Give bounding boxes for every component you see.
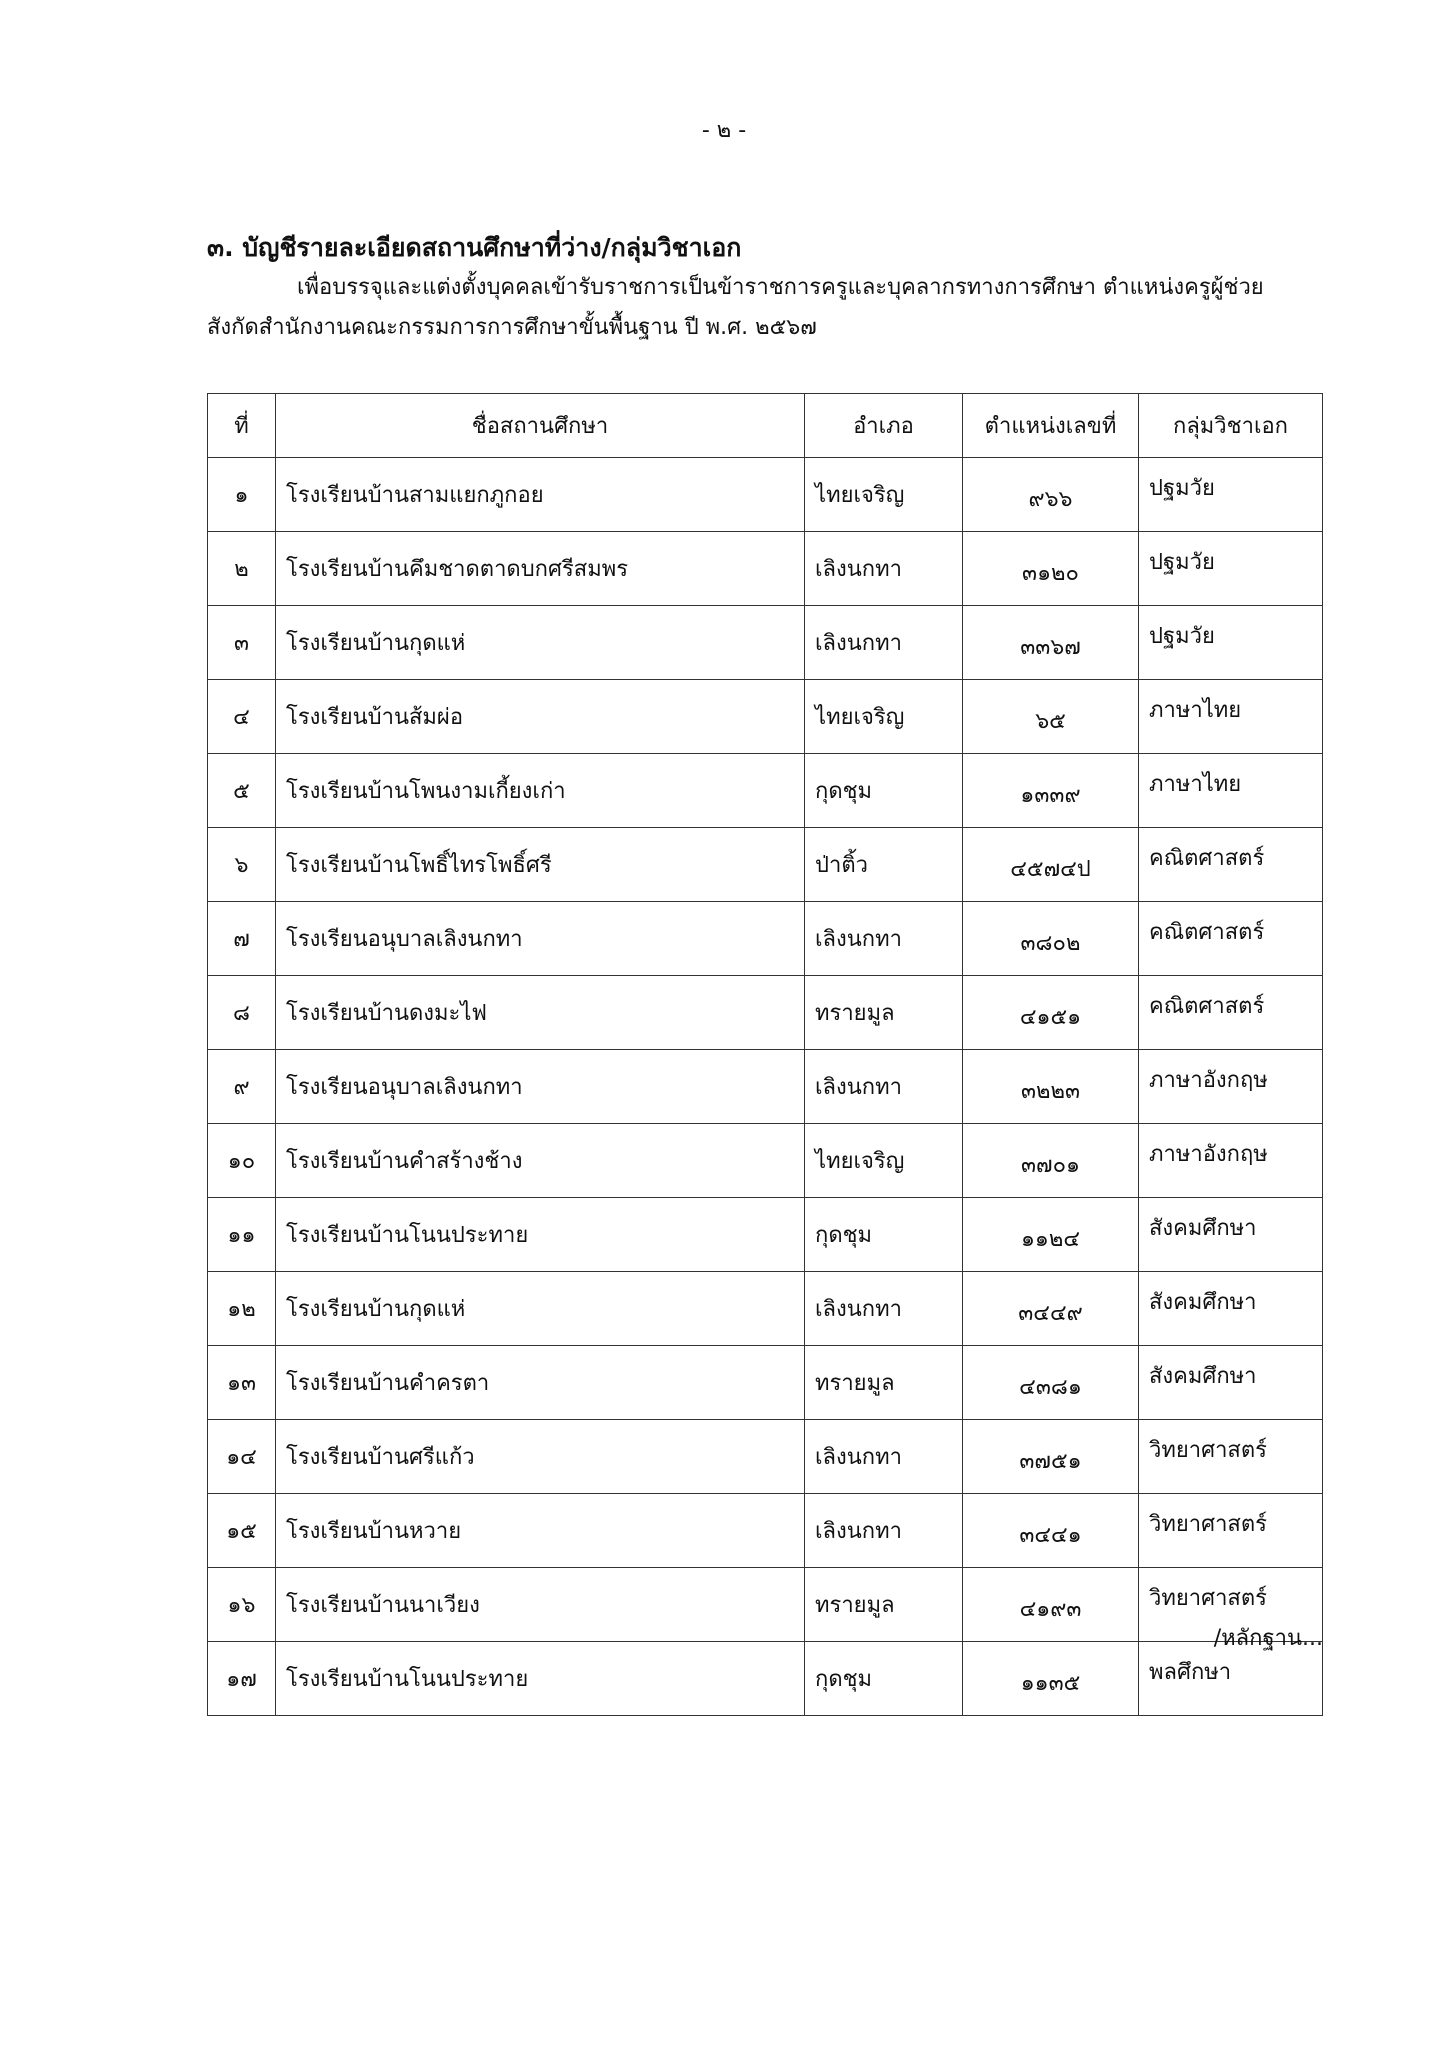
cell-subject: สังคมศึกษา xyxy=(1139,1272,1323,1346)
cell-district: เลิงนกทา xyxy=(805,1272,963,1346)
cell-subject: วิทยาศาสตร์ xyxy=(1139,1568,1323,1642)
cell-school: โรงเรียนบ้านดงมะไฟ xyxy=(276,976,805,1050)
cell-district: ป่าติ้ว xyxy=(805,828,963,902)
continuation-note: /หลักฐาน... xyxy=(1213,1626,1323,1651)
cell-school: โรงเรียนบ้านหวาย xyxy=(276,1494,805,1568)
cell-district: กุดชุม xyxy=(805,1642,963,1716)
table-row xyxy=(208,1272,1323,1346)
header-school: ชื่อสถานศึกษา xyxy=(276,394,805,458)
cell-school: โรงเรียนบ้านคึมชาดตาดบกศรีสมพร xyxy=(276,532,805,606)
table-row xyxy=(208,1494,1323,1568)
table-row xyxy=(208,754,1323,828)
cell-no: ๕ xyxy=(208,754,276,828)
cell-school: โรงเรียนบ้านส้มผ่อ xyxy=(276,680,805,754)
cell-no: ๑๔ xyxy=(208,1420,276,1494)
header-position: ตำแหน่งเลขที่ xyxy=(963,394,1139,458)
header-no: ที่ xyxy=(208,394,276,458)
cell-district: ทรายมูล xyxy=(805,1568,963,1642)
cell-school: โรงเรียนบ้านคำสร้างช้าง xyxy=(276,1124,805,1198)
table-row xyxy=(208,680,1323,754)
cell-school: โรงเรียนบ้านโนนประทาย xyxy=(276,1198,805,1272)
cell-no: ๑๗ xyxy=(208,1642,276,1716)
cell-no: ๑๓ xyxy=(208,1346,276,1420)
cell-no: ๙ xyxy=(208,1050,276,1124)
cell-school: โรงเรียนบ้านโพนงามเกี้ยงเก่า xyxy=(276,754,805,828)
cell-position: ๓๗๕๑ xyxy=(963,1420,1139,1494)
cell-subject: วิทยาศาสตร์ xyxy=(1139,1494,1323,1568)
cell-school: โรงเรียนบ้านโนนประทาย xyxy=(276,1642,805,1716)
cell-subject: สังคมศึกษา xyxy=(1139,1346,1323,1420)
cell-position: ๔๓๘๑ xyxy=(963,1346,1139,1420)
table-row xyxy=(208,976,1323,1050)
cell-no: ๑๒ xyxy=(208,1272,276,1346)
cell-position: ๓๗๐๑ xyxy=(963,1124,1139,1198)
table-row xyxy=(208,1124,1323,1198)
cell-position: ๔๑๕๑ xyxy=(963,976,1139,1050)
cell-position: ๓๒๒๓ xyxy=(963,1050,1139,1124)
cell-subject: สังคมศึกษา xyxy=(1139,1198,1323,1272)
table-row xyxy=(208,1420,1323,1494)
cell-school: โรงเรียนบ้านนาเวียง xyxy=(276,1568,805,1642)
cell-subject: คณิตศาสตร์ xyxy=(1139,902,1323,976)
cell-position: ๙๖๖ xyxy=(963,458,1139,532)
table-body xyxy=(208,458,1323,1716)
cell-school: โรงเรียนบ้านกุดแห่ xyxy=(276,1272,805,1346)
cell-district: กุดชุม xyxy=(805,1198,963,1272)
vacancy-table xyxy=(207,393,1323,1716)
cell-no: ๑๕ xyxy=(208,1494,276,1568)
cell-position: ๔๑๙๓ xyxy=(963,1568,1139,1642)
cell-no: ๗ xyxy=(208,902,276,976)
cell-subject: ปฐมวัย xyxy=(1139,532,1323,606)
cell-district: ทรายมูล xyxy=(805,976,963,1050)
cell-position: ๖๕ xyxy=(963,680,1139,754)
cell-school: โรงเรียนอนุบาลเลิงนกทา xyxy=(276,902,805,976)
cell-district: ไทยเจริญ xyxy=(805,680,963,754)
cell-district: ทรายมูล xyxy=(805,1346,963,1420)
cell-district: เลิงนกทา xyxy=(805,1420,963,1494)
cell-school: โรงเรียนอนุบาลเลิงนกทา xyxy=(276,1050,805,1124)
cell-no: ๑๖ xyxy=(208,1568,276,1642)
cell-subject: ปฐมวัย xyxy=(1139,606,1323,680)
cell-subject: วิทยาศาสตร์ xyxy=(1139,1420,1323,1494)
cell-no: ๑ xyxy=(208,458,276,532)
cell-school: โรงเรียนบ้านกุดแห่ xyxy=(276,606,805,680)
page-number: - ๒ - xyxy=(701,118,747,143)
cell-district: กุดชุม xyxy=(805,754,963,828)
cell-district: เลิงนกทา xyxy=(805,606,963,680)
table-row xyxy=(208,1642,1323,1716)
cell-subject: คณิตศาสตร์ xyxy=(1139,828,1323,902)
cell-position: ๑๑๓๕ xyxy=(963,1642,1139,1716)
cell-position: ๑๓๓๙ xyxy=(963,754,1139,828)
cell-position: ๑๑๒๔ xyxy=(963,1198,1139,1272)
cell-district: ไทยเจริญ xyxy=(805,1124,963,1198)
cell-subject: พลศึกษา xyxy=(1139,1642,1323,1716)
table-header-row xyxy=(208,394,1323,458)
table-row xyxy=(208,532,1323,606)
paragraph-line-1: เพื่อบรรจุและแต่งตั้งบุคคลเข้ารับราชการเป็นข้าราชการครูและบุคลากรทางการศึกษา ตำแหน่งครูผู้ช่วย xyxy=(297,275,1264,300)
table-row xyxy=(208,1346,1323,1420)
cell-district: เลิงนกทา xyxy=(805,532,963,606)
cell-position: ๔๕๗๔ป xyxy=(963,828,1139,902)
cell-district: ไทยเจริญ xyxy=(805,458,963,532)
cell-no: ๑๐ xyxy=(208,1124,276,1198)
table-row xyxy=(208,828,1323,902)
cell-school: โรงเรียนบ้านสามแยกภูกอย xyxy=(276,458,805,532)
header-subject: กลุ่มวิชาเอก xyxy=(1139,394,1323,458)
cell-position: ๓๑๒๐ xyxy=(963,532,1139,606)
cell-no: ๒ xyxy=(208,532,276,606)
paragraph-line-2: สังกัดสำนักงานคณะกรรมการการศึกษาขั้นพื้นฐาน ปี พ.ศ. ๒๕๖๗ xyxy=(207,315,817,340)
cell-subject: ภาษาไทย xyxy=(1139,680,1323,754)
section-title: ๓. บัญชีรายละเอียดสถานศึกษาที่ว่าง/กลุ่มวิชาเอก xyxy=(207,233,742,262)
cell-district: เลิงนกทา xyxy=(805,1050,963,1124)
cell-subject: ภาษาไทย xyxy=(1139,754,1323,828)
cell-subject: คณิตศาสตร์ xyxy=(1139,976,1323,1050)
table-row xyxy=(208,1198,1323,1272)
cell-position: ๓๘๐๒ xyxy=(963,902,1139,976)
cell-position: ๓๔๔๙ xyxy=(963,1272,1139,1346)
table-row xyxy=(208,1050,1323,1124)
cell-no: ๖ xyxy=(208,828,276,902)
cell-school: โรงเรียนบ้านคำครตา xyxy=(276,1346,805,1420)
table-row xyxy=(208,606,1323,680)
table-row xyxy=(208,458,1323,532)
cell-no: ๑๑ xyxy=(208,1198,276,1272)
cell-subject: ปฐมวัย xyxy=(1139,458,1323,532)
intro-paragraph xyxy=(207,268,1327,348)
cell-subject: ภาษาอังกฤษ xyxy=(1139,1124,1323,1198)
cell-no: ๘ xyxy=(208,976,276,1050)
cell-district: เลิงนกทา xyxy=(805,1494,963,1568)
table-row xyxy=(208,902,1323,976)
cell-school: โรงเรียนบ้านศรีแก้ว xyxy=(276,1420,805,1494)
cell-school: โรงเรียนบ้านโพธิ์ไทรโพธิ์ศรี xyxy=(276,828,805,902)
cell-no: ๔ xyxy=(208,680,276,754)
cell-position: ๓๓๖๗ xyxy=(963,606,1139,680)
table-row xyxy=(208,1568,1323,1642)
cell-position: ๓๔๔๑ xyxy=(963,1494,1139,1568)
cell-no: ๓ xyxy=(208,606,276,680)
header-district: อำเภอ xyxy=(805,394,963,458)
cell-subject: ภาษาอังกฤษ xyxy=(1139,1050,1323,1124)
cell-district: เลิงนกทา xyxy=(805,902,963,976)
